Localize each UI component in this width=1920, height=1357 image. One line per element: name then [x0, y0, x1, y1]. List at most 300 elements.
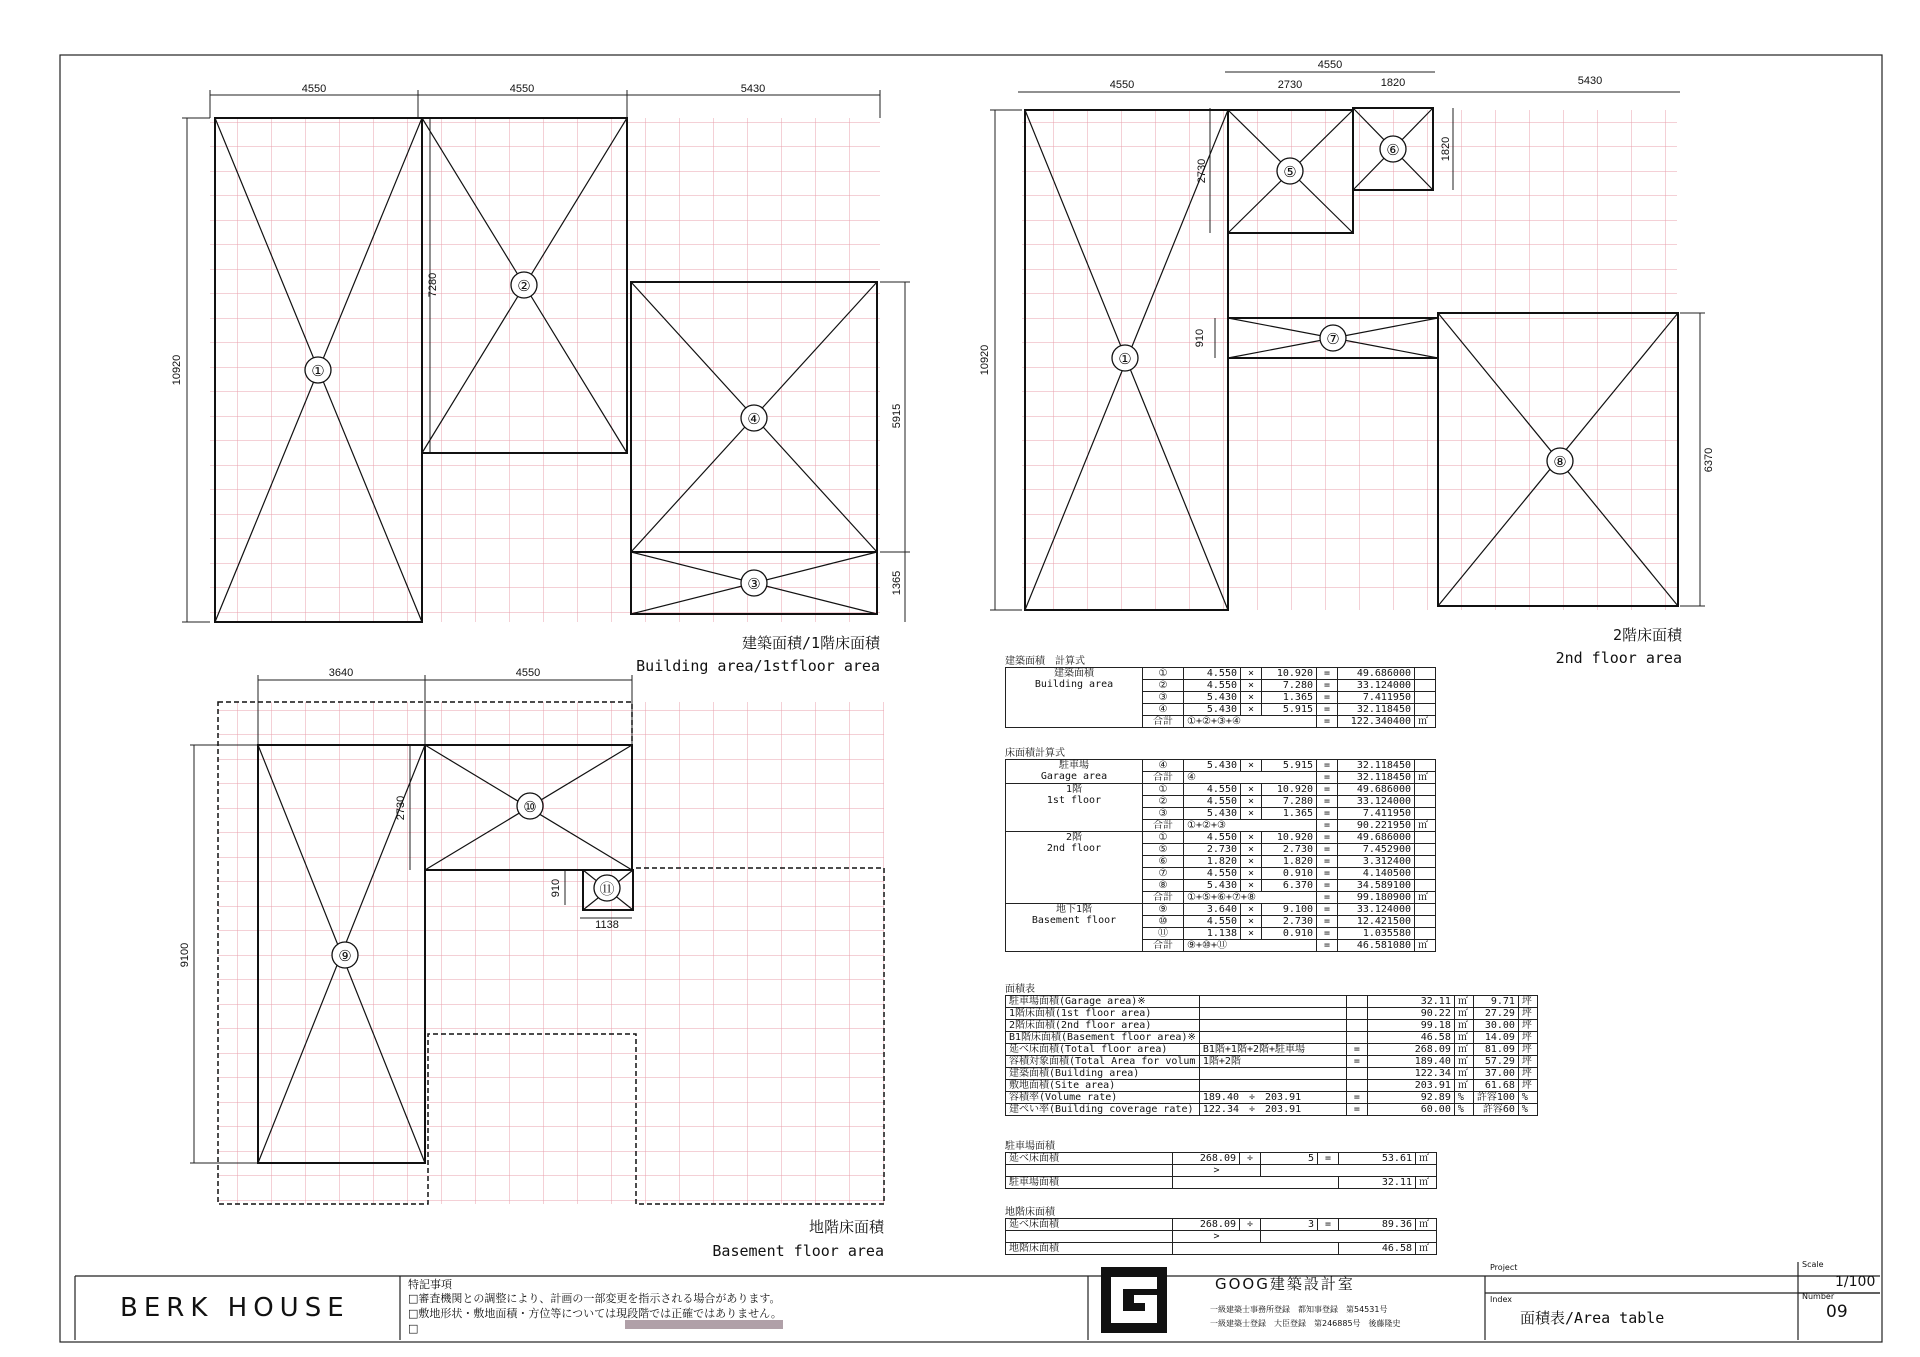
table-cell: ㎡	[1454, 1044, 1473, 1056]
table-cell: ⑤	[1143, 844, 1184, 856]
area-marker: ⑦	[1326, 330, 1340, 348]
table-cell: ㎡	[1416, 1219, 1437, 1231]
table-cell: 4.550	[1184, 796, 1241, 808]
table-cell: 5.430	[1184, 808, 1241, 820]
table-cell: 5.915	[1262, 760, 1317, 772]
table-cell: 189.40 ÷ 203.91	[1199, 1092, 1346, 1104]
table-cell: 7.280	[1262, 796, 1317, 808]
table-cell: 合計	[1143, 892, 1184, 904]
table-cell: =	[1317, 760, 1338, 772]
table-row	[1006, 1080, 1538, 1092]
table-heading: 地階床面積	[1005, 1207, 1055, 1218]
table-cell	[1415, 856, 1436, 868]
table-cell: 4.550	[1184, 668, 1241, 680]
table-row	[1006, 1056, 1538, 1068]
table-cell: ⑨+⑩+⑪	[1184, 940, 1317, 952]
office-name: GOOG建築設計室	[1215, 1275, 1355, 1293]
table-cell: 7.452900	[1338, 844, 1415, 856]
table-cell: =	[1318, 1219, 1339, 1231]
table-cell: %	[1518, 1092, 1537, 1104]
table-cell: ①+②+③+④	[1184, 716, 1317, 728]
table-cell: 坪	[1518, 1044, 1537, 1056]
table-cell	[1415, 680, 1436, 692]
dim-label: 1365	[891, 570, 903, 596]
table-cell	[1415, 880, 1436, 892]
table-cell: %	[1454, 1104, 1473, 1116]
table-cell: 61.68	[1473, 1080, 1518, 1092]
table-cell: 4.550	[1184, 868, 1241, 880]
table-cell: 4.550	[1184, 916, 1241, 928]
table-cell: ㎡	[1416, 1243, 1437, 1255]
table-cell: ⑧	[1143, 880, 1184, 892]
table-cell: ×	[1241, 796, 1262, 808]
table-cell: 189.40	[1367, 1056, 1454, 1068]
area-marker: ⑪	[599, 880, 615, 898]
dim-label: 4550	[1317, 59, 1343, 71]
table-cell: ×	[1241, 832, 1262, 844]
table-cell: 敷地面積(Site area)	[1006, 1080, 1200, 1092]
dim-label: 9100	[179, 942, 191, 968]
table-cell: 33.124000	[1338, 904, 1415, 916]
table-cell: ①	[1143, 832, 1184, 844]
table-cell: 5.430	[1184, 692, 1241, 704]
table-cell	[1415, 916, 1436, 928]
table-cell: ⑨	[1143, 904, 1184, 916]
table-cell: ×	[1241, 880, 1262, 892]
table-cell: ×	[1241, 916, 1262, 928]
table-cell: 46.58	[1367, 1032, 1454, 1044]
dim-label: 4550	[509, 83, 535, 95]
table-cell: 3.640	[1184, 904, 1241, 916]
registration-line: 一級建築士登録 大臣登録 第246885号 後藤隆史	[1210, 1319, 1401, 1328]
table-cell: ⑪	[1143, 928, 1184, 940]
project-label: Project	[1490, 1263, 1518, 1272]
table-cell: >	[1173, 1165, 1261, 1177]
table-cell: 4.140500	[1338, 868, 1415, 880]
dim-label: 3640	[328, 667, 354, 679]
note-line: □敷地形状・敷地面積・方位等については現段階では正確ではありません。	[408, 1307, 782, 1320]
table-cell: =	[1317, 704, 1338, 716]
table-cell: 2.730	[1184, 844, 1241, 856]
table-cell: =	[1317, 844, 1338, 856]
table-cell: 1階床面積(1st floor area)	[1006, 1008, 1200, 1020]
area-marker: ⑩	[523, 798, 537, 816]
table-row	[1006, 1068, 1538, 1080]
table-cell: ×	[1241, 856, 1262, 868]
table-cell: B1階床面積(Basement floor area)※	[1006, 1032, 1200, 1044]
dim-label: 2730	[1277, 79, 1303, 91]
table-cell: ×	[1241, 868, 1262, 880]
table-cell: 1階+2階	[1199, 1056, 1346, 1068]
dim-label: 4550	[301, 83, 327, 95]
table-cell: 4.550	[1184, 784, 1241, 796]
dim-label: 10920	[171, 354, 183, 386]
dim-label: 5430	[740, 83, 766, 95]
table-cell	[1346, 1080, 1367, 1092]
table-cell: ×	[1241, 760, 1262, 772]
table-cell: 90.221950	[1338, 820, 1415, 832]
table-cell	[1415, 668, 1436, 680]
table-cell: ×	[1241, 704, 1262, 716]
table-cell: ×	[1241, 692, 1262, 704]
table-cell	[1346, 1068, 1367, 1080]
table-cell: ⑩	[1143, 916, 1184, 928]
area-marker: ④	[747, 410, 761, 428]
table-cell: ㎡	[1454, 1032, 1473, 1044]
table-cell: 34.589100	[1338, 880, 1415, 892]
dim-label: 5430	[1577, 75, 1603, 87]
table-cell: ×	[1241, 844, 1262, 856]
table-cell: =	[1317, 856, 1338, 868]
table-cell: 建築面積(Building area)	[1006, 1068, 1200, 1080]
table-cell: =	[1317, 868, 1338, 880]
table-cell: 99.180900	[1338, 892, 1415, 904]
table-cell: ㎡	[1454, 1020, 1473, 1032]
table-cell: 5.430	[1184, 760, 1241, 772]
table-cell: 坪	[1518, 1080, 1537, 1092]
area-marker: ③	[747, 575, 761, 593]
table-cell	[1415, 808, 1436, 820]
table-cell: ㎡	[1415, 892, 1436, 904]
table-cell: 30.00	[1473, 1020, 1518, 1032]
table-cell: ④	[1184, 772, 1317, 784]
table-cell	[1346, 996, 1367, 1008]
dim-label: 4550	[515, 667, 541, 679]
drawing-title-jp: 建築面積/1階床面積	[741, 634, 880, 652]
table-cell	[1415, 928, 1436, 940]
table-cell	[1415, 844, 1436, 856]
table-cell	[1415, 868, 1436, 880]
table-cell: 0.910	[1262, 928, 1317, 940]
table-cell	[1199, 1020, 1346, 1032]
table-heading: 建築面積 計算式	[1005, 656, 1085, 667]
dim-label: 6370	[1703, 447, 1715, 473]
table-cell: ÷	[1240, 1219, 1261, 1231]
table-cell: =	[1318, 1153, 1339, 1165]
number-label: Number	[1802, 1292, 1835, 1301]
table-cell: 坪	[1518, 1056, 1537, 1068]
table-cell: ㎡	[1415, 820, 1436, 832]
table-cell: 81.09	[1473, 1044, 1518, 1056]
number-value: 09	[1826, 1302, 1848, 1322]
table-cell: ×	[1241, 784, 1262, 796]
table-cell	[1006, 1231, 1173, 1243]
table-cell	[1199, 996, 1346, 1008]
area-marker: ⑤	[1283, 163, 1297, 181]
table-cell: =	[1317, 796, 1338, 808]
table-cell: =	[1346, 1104, 1367, 1116]
table-cell: =	[1317, 832, 1338, 844]
table-cell: 14.09	[1473, 1032, 1518, 1044]
index-value: 面積表/Area table	[1520, 1309, 1665, 1327]
table-cell	[1261, 1165, 1437, 1177]
table-cell: ×	[1241, 668, 1262, 680]
table-cell: ×	[1241, 808, 1262, 820]
table-cell	[1006, 1165, 1173, 1177]
table-cell	[1415, 760, 1436, 772]
garage-area-table	[1005, 1137, 1437, 1189]
table-cell: >	[1173, 1231, 1261, 1243]
table-cell: ①+②+③	[1184, 820, 1317, 832]
table-cell: 延べ床面積	[1006, 1153, 1173, 1165]
table-cell: 1.820	[1184, 856, 1241, 868]
table-cell: ㎡	[1416, 1177, 1437, 1189]
table-row	[1006, 996, 1538, 1008]
dim-label: 910	[1194, 328, 1206, 348]
table-row	[1006, 1044, 1538, 1056]
table-cell: 坪	[1518, 996, 1537, 1008]
table-cell: =	[1317, 880, 1338, 892]
table-cell: 3	[1261, 1219, 1318, 1231]
table-cell: ㎡	[1454, 1056, 1473, 1068]
table-cell	[1346, 1032, 1367, 1044]
table-cell: 122.340400	[1338, 716, 1415, 728]
table-cell: ㎡	[1415, 716, 1436, 728]
table-cell	[1261, 1231, 1437, 1243]
group-label: 建築面積 Building area	[1006, 668, 1143, 728]
table-cell: ⑦	[1143, 868, 1184, 880]
notes-heading: 特記事項	[408, 1278, 452, 1291]
table-cell: =	[1317, 716, 1338, 728]
table-cell: %	[1454, 1092, 1473, 1104]
table-cell: 坪	[1518, 1032, 1537, 1044]
dim-label: 1820	[1380, 77, 1406, 89]
table-cell: 57.29	[1473, 1056, 1518, 1068]
table-row	[1006, 1092, 1538, 1104]
table-cell: =	[1317, 668, 1338, 680]
table-row	[1006, 1020, 1538, 1032]
table-cell: 1.820	[1262, 856, 1317, 868]
table-cell	[1415, 692, 1436, 704]
table-cell: 268.09	[1173, 1153, 1240, 1165]
table-cell: ×	[1241, 680, 1262, 692]
table-cell: 容積率(Volume rate)	[1006, 1092, 1200, 1104]
table-cell	[1415, 784, 1436, 796]
area-marker: ⑨	[338, 947, 352, 965]
table-cell: 容積対象面積(Total Area for volum	[1006, 1056, 1200, 1068]
table-cell: 7.411950	[1338, 808, 1415, 820]
dim-label: 2730	[1196, 158, 1208, 184]
table-cell: 268.09	[1173, 1219, 1240, 1231]
area-summary-table	[1005, 980, 1538, 1116]
table-cell: 延べ床面積(Total floor area)	[1006, 1044, 1200, 1056]
table-cell: ③	[1143, 808, 1184, 820]
table-cell: 203.91	[1367, 1080, 1454, 1092]
table-cell: 33.124000	[1338, 680, 1415, 692]
table-cell	[1415, 904, 1436, 916]
table-cell: 3.312400	[1338, 856, 1415, 868]
table-cell: 49.686000	[1338, 832, 1415, 844]
table-cell: 5.915	[1262, 704, 1317, 716]
table-cell: 1.365	[1262, 692, 1317, 704]
table-cell: 49.686000	[1338, 784, 1415, 796]
table-cell	[1199, 1068, 1346, 1080]
table-cell	[1173, 1177, 1339, 1189]
table-cell: =	[1317, 916, 1338, 928]
table-cell: 駐車場面積(Garage area)※	[1006, 996, 1200, 1008]
table-cell: 46.58	[1339, 1243, 1416, 1255]
dim-label: 5915	[891, 403, 903, 429]
table-cell	[1415, 832, 1436, 844]
table-cell: 9.71	[1473, 996, 1518, 1008]
table-cell: 89.36	[1339, 1219, 1416, 1231]
area-marker: ②	[517, 277, 531, 295]
dim-label: 1138	[595, 919, 619, 931]
note-line: □審査機関との調整により、計画の一部変更を指示される場合があります。	[408, 1292, 781, 1305]
table-cell	[1415, 704, 1436, 716]
drawing-title-en: Basement floor area	[712, 1242, 884, 1260]
table-cell: 10.920	[1262, 668, 1317, 680]
table-cell: 合計	[1143, 716, 1184, 728]
area-marker: ⑥	[1386, 141, 1400, 159]
table-cell: 延べ床面積	[1006, 1219, 1173, 1231]
table-cell: 53.61	[1339, 1153, 1416, 1165]
table-cell: 27.29	[1473, 1008, 1518, 1020]
table-cell: 122.34 ÷ 203.91	[1199, 1104, 1346, 1116]
table-cell: 7.411950	[1338, 692, 1415, 704]
table-cell: =	[1346, 1056, 1367, 1068]
index-label: Index	[1490, 1295, 1513, 1304]
table-cell: ④	[1143, 760, 1184, 772]
table-cell: 坪	[1518, 1008, 1537, 1020]
table-cell: 駐車場面積	[1006, 1177, 1173, 1189]
dim-label: 2730	[395, 795, 407, 821]
table-heading: 床面積計算式	[1005, 748, 1065, 759]
dim-label: 10920	[979, 344, 991, 376]
table-cell: 4.550	[1184, 680, 1241, 692]
table-cell	[1199, 1032, 1346, 1044]
area-marker: ①	[1118, 350, 1132, 368]
table-cell: 92.89	[1367, 1092, 1454, 1104]
table-cell: ②	[1143, 796, 1184, 808]
table-cell: 2階床面積(2nd floor area)	[1006, 1020, 1200, 1032]
group-label: 1階 1st floor	[1006, 784, 1143, 832]
dim-label: 910	[550, 878, 562, 898]
table-cell: 32.118450	[1338, 760, 1415, 772]
table-cell: 坪	[1518, 1068, 1537, 1080]
drawing-title-jp: 地階床面積	[808, 1218, 884, 1236]
table-cell: =	[1317, 784, 1338, 796]
table-cell	[1346, 1008, 1367, 1020]
table-cell: 坪	[1518, 1020, 1537, 1032]
table-cell: 5.430	[1184, 704, 1241, 716]
table-cell: =	[1317, 772, 1338, 784]
dim-label: 7280	[427, 272, 439, 298]
table-cell: 99.18	[1367, 1020, 1454, 1032]
scale-value: 1/100	[1835, 1274, 1876, 1290]
table-cell: ⑥	[1143, 856, 1184, 868]
table-cell: =	[1317, 928, 1338, 940]
table-cell: 32.118450	[1338, 704, 1415, 716]
table-cell: 7.280	[1262, 680, 1317, 692]
table-cell	[1415, 796, 1436, 808]
table-cell	[1346, 1020, 1367, 1032]
table-cell: =	[1317, 940, 1338, 952]
table-cell: B1階+1階+2階+駐車場	[1199, 1044, 1346, 1056]
area-marker: ⑧	[1553, 453, 1567, 471]
table-cell: =	[1346, 1044, 1367, 1056]
table-cell: 0.910	[1262, 868, 1317, 880]
table-cell	[1199, 1008, 1346, 1020]
table-cell: 32.118450	[1338, 772, 1415, 784]
scale-label: Scale	[1802, 1260, 1824, 1269]
registration-line: 一級建築士事務所登録 都知事登録 第54531号	[1210, 1305, 1388, 1314]
table-cell: 10.920	[1262, 832, 1317, 844]
table-cell: 1.365	[1262, 808, 1317, 820]
table-cell: =	[1346, 1092, 1367, 1104]
table-cell: 1.138	[1184, 928, 1241, 940]
table-heading: 面積表	[1005, 984, 1035, 995]
table-cell: 122.34	[1367, 1068, 1454, 1080]
table-cell: 37.00	[1473, 1068, 1518, 1080]
area-marker: ①	[311, 362, 325, 380]
table-cell: 2.730	[1262, 844, 1317, 856]
table-cell: 合計	[1143, 820, 1184, 832]
table-cell: ×	[1241, 904, 1262, 916]
group-label: 地下1階 Basement floor	[1006, 904, 1143, 952]
note-line: □	[408, 1322, 419, 1335]
table-cell: =	[1317, 904, 1338, 916]
table-cell: %	[1518, 1104, 1537, 1116]
table-cell: ÷	[1240, 1153, 1261, 1165]
basement-area-table	[1005, 1203, 1437, 1255]
table-cell: 10.920	[1262, 784, 1317, 796]
drawing-title-jp: 2階床面積	[1612, 626, 1682, 644]
table-cell: 1.035580	[1338, 928, 1415, 940]
table-cell: 合計	[1143, 940, 1184, 952]
table-cell: 90.22	[1367, 1008, 1454, 1020]
table-cell: ㎡	[1454, 996, 1473, 1008]
table-cell: 合計	[1143, 772, 1184, 784]
table-cell: 60.00	[1367, 1104, 1454, 1116]
table-cell: ①+⑤+⑥+⑦+⑧	[1184, 892, 1317, 904]
floor-area-calc-table	[1005, 744, 1436, 952]
drawing-title-en: 2nd floor area	[1555, 649, 1682, 667]
table-heading: 駐車場面積	[1005, 1141, 1055, 1152]
table-cell: 46.581080	[1338, 940, 1415, 952]
table-cell: 4.550	[1184, 832, 1241, 844]
table-cell: ㎡	[1415, 772, 1436, 784]
table-cell: =	[1317, 808, 1338, 820]
table-cell: =	[1317, 692, 1338, 704]
table-cell: 6.370	[1262, 880, 1317, 892]
table-cell: ②	[1143, 680, 1184, 692]
table-cell: ㎡	[1454, 1008, 1473, 1020]
table-cell: 33.124000	[1338, 796, 1415, 808]
table-cell: ㎡	[1416, 1153, 1437, 1165]
table-cell: =	[1317, 820, 1338, 832]
table-cell: ×	[1241, 928, 1262, 940]
table-cell: 許容100	[1473, 1092, 1518, 1104]
table-cell: 49.686000	[1338, 668, 1415, 680]
group-label: 駐車場 Garage area	[1006, 760, 1143, 784]
table-cell	[1173, 1243, 1339, 1255]
table-cell: 5.430	[1184, 880, 1241, 892]
table-cell: ①	[1143, 668, 1184, 680]
table-cell: 5	[1261, 1153, 1318, 1165]
table-row	[1006, 1032, 1538, 1044]
table-cell: ㎡	[1454, 1068, 1473, 1080]
table-cell: =	[1317, 680, 1338, 692]
dim-label: 4550	[1109, 79, 1135, 91]
group-label: 2階 2nd floor	[1006, 832, 1143, 904]
table-cell: 建ぺい率(Building coverage rate)	[1006, 1104, 1200, 1116]
table-cell: 許容60	[1473, 1104, 1518, 1116]
building-area-calc-table	[1005, 652, 1436, 728]
project-name: BERK HOUSE	[120, 1293, 350, 1323]
table-cell: ㎡	[1415, 940, 1436, 952]
table-cell: ④	[1143, 704, 1184, 716]
